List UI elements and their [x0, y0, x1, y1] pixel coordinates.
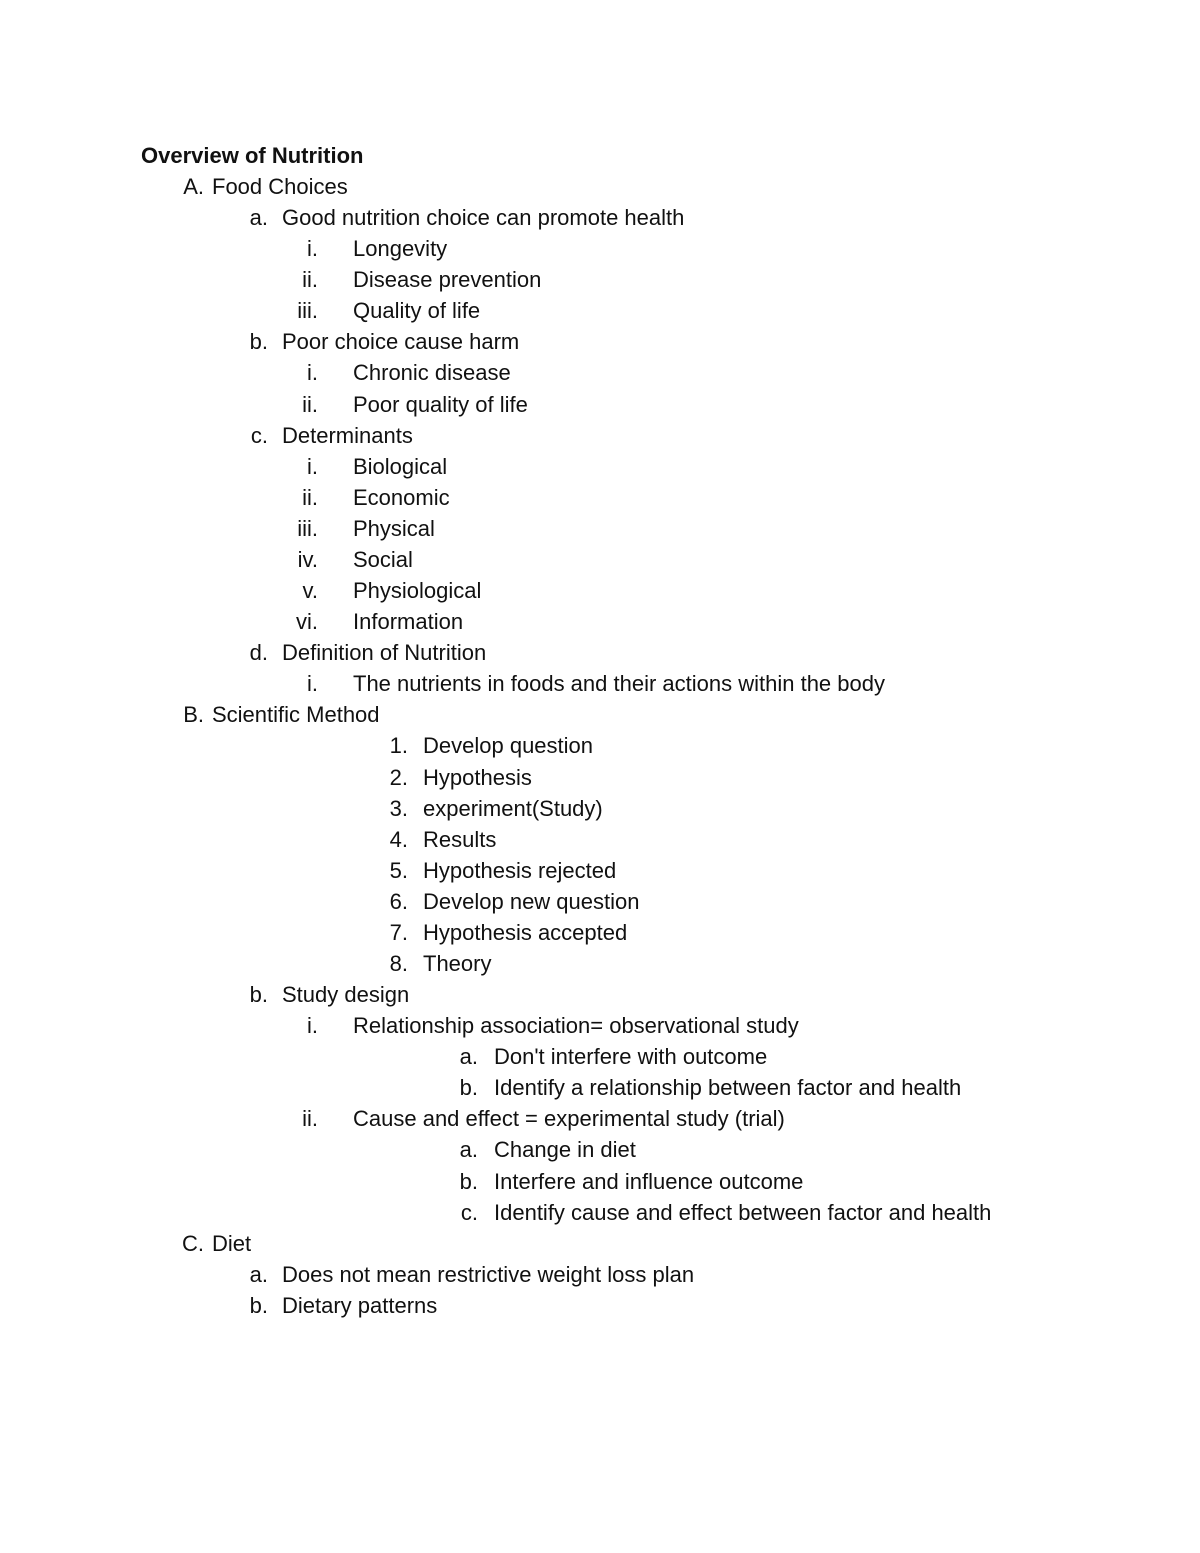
outline-item-text: Develop new question [423, 888, 640, 914]
outline-item [0, 1197, 1200, 1228]
outline-item-text: Social [353, 546, 413, 572]
outline-item-marker: a. [249, 205, 268, 231]
outline-item-marker: 3. [389, 795, 408, 821]
outline-item [0, 1134, 1200, 1165]
outline-item [0, 1103, 1200, 1134]
outline-item-text: Physiological [353, 578, 482, 604]
outline-item [0, 668, 1200, 699]
outline-item-text: Identify a relationship between factor and health [494, 1075, 962, 1101]
outline-item [0, 171, 1200, 202]
outline-item-text: Identify cause and effect between factor and health [494, 1199, 992, 1225]
outline-item-text: Chronic disease [353, 360, 511, 386]
outline-item-marker: ii. [302, 267, 318, 293]
outline-item-text: Theory [423, 951, 492, 976]
outline-item-marker: 7. [389, 919, 408, 945]
outline-item-text: Biological [353, 453, 448, 479]
document-title: Overview of Nutrition [141, 143, 364, 168]
outline-item-marker: b. [459, 1168, 478, 1194]
outline-item-text: Determinants [282, 422, 413, 448]
outline-item-text: experiment(Study) [423, 795, 603, 821]
outline-item-marker: a. [459, 1044, 478, 1070]
outline-item-text: Relationship association= observational study [353, 1013, 799, 1039]
outline-item-text: Hypothesis [423, 764, 532, 790]
outline-item-marker: a. [459, 1137, 478, 1163]
outline-item [0, 482, 1200, 513]
outline-item [0, 762, 1200, 793]
outline-item-text: Hypothesis rejected [423, 857, 617, 883]
outline-item [0, 202, 1200, 233]
outline-item [0, 420, 1200, 451]
outline-item-marker: vi. [296, 609, 318, 635]
outline-item [0, 1041, 1200, 1072]
outline-item-text: Physical [353, 515, 435, 541]
outline-item-text: Longevity [353, 236, 448, 262]
outline-item [0, 233, 1200, 264]
outline-item-marker: iii. [297, 298, 318, 324]
outline-item-marker: B. [183, 702, 204, 728]
outline-item-marker: v. [302, 578, 318, 604]
outline-item [0, 1010, 1200, 1041]
outline-item [0, 824, 1200, 855]
outline-item-text: Dietary patterns [282, 1292, 438, 1318]
outline-item [0, 295, 1200, 326]
outline-item-text: Quality of life [353, 298, 481, 324]
outline-item-text: Study design [282, 982, 410, 1008]
outline-item [0, 948, 1200, 979]
outline-item-marker: a. [249, 1261, 268, 1287]
outline-item [0, 855, 1200, 886]
outline-item-marker: i. [307, 360, 318, 386]
outline-item-marker: iii. [297, 515, 318, 541]
outline-item [0, 326, 1200, 357]
outline-item-marker: ii. [302, 391, 318, 417]
outline-item-marker: i. [307, 1013, 318, 1039]
outline-item-marker: 8. [389, 951, 408, 976]
outline-item-text: Don't interfere with outcome [494, 1044, 768, 1070]
outline-item [0, 979, 1200, 1010]
outline-item-text: Economic [353, 484, 450, 510]
outline-item-marker: d. [249, 640, 268, 666]
outline-item-text: Definition of Nutrition [282, 640, 487, 666]
outline-item [0, 886, 1200, 917]
outline-item-marker: 6. [389, 888, 408, 914]
outline-item-text: Poor choice cause harm [282, 329, 520, 355]
outline-item-marker: b. [249, 329, 268, 355]
outline-item [0, 357, 1200, 388]
outline-item [0, 606, 1200, 637]
outline-item [0, 730, 1200, 761]
outline-item-marker: c. [460, 1199, 478, 1225]
outline-item-text: Cause and effect = experimental study (trial) [353, 1106, 785, 1132]
outline-item-marker: i. [307, 236, 318, 262]
outline-item [0, 575, 1200, 606]
outline-item-marker: ii. [302, 484, 318, 510]
outline-item-text: Develop question [423, 733, 594, 759]
outline-item-marker: 2. [389, 764, 408, 790]
outline-item-text: Hypothesis accepted [423, 919, 628, 945]
outline-item-marker: 1. [389, 733, 408, 759]
outline-item [0, 451, 1200, 482]
outline-item-text: Food Choices [212, 174, 348, 199]
outline-item-text: Change in diet [494, 1137, 636, 1163]
outline-item-marker: i. [307, 453, 318, 479]
outline-item [0, 1228, 1200, 1259]
outline-item-marker: 4. [389, 826, 408, 852]
outline-item-marker: b. [459, 1075, 478, 1101]
outline-item-text: Information [353, 609, 464, 635]
outline-item-text: Interfere and influence outcome [494, 1168, 804, 1194]
outline-item [0, 699, 1200, 730]
outline-item-marker: b. [249, 982, 268, 1008]
outline-item-marker: c. [250, 422, 268, 448]
outline-item-text: Disease prevention [353, 267, 542, 293]
outline-item-marker: 5. [389, 857, 408, 883]
outline-item-text: Diet [212, 1230, 252, 1256]
outline-item [0, 389, 1200, 420]
outline-item-text: The nutrients in foods and their actions within the body [353, 671, 885, 697]
outline-item-marker: ii. [302, 1106, 318, 1132]
outline-item-text: Poor quality of life [353, 391, 528, 417]
outline-item-text: Does not mean restrictive weight loss plan [282, 1261, 695, 1287]
outline-item [0, 793, 1200, 824]
outline-item-marker: A. [183, 174, 204, 199]
outline-item-text: Scientific Method [212, 702, 380, 728]
outline-item [0, 637, 1200, 668]
outline-item [0, 264, 1200, 295]
outline-item [0, 513, 1200, 544]
outline-item [0, 1290, 1200, 1321]
outline-item [0, 544, 1200, 575]
outline-item [0, 917, 1200, 948]
outline-item [0, 1166, 1200, 1197]
outline-item [0, 1072, 1200, 1103]
outline-item-marker: i. [307, 671, 318, 697]
outline-item [0, 1259, 1200, 1290]
outline-item-marker: b. [249, 1292, 268, 1318]
outline-item-text: Results [423, 826, 497, 852]
outline-item-marker: C. [182, 1230, 204, 1256]
outline-item-text: Good nutrition choice can promote health [282, 205, 685, 231]
outline-item-marker: iv. [297, 546, 318, 572]
